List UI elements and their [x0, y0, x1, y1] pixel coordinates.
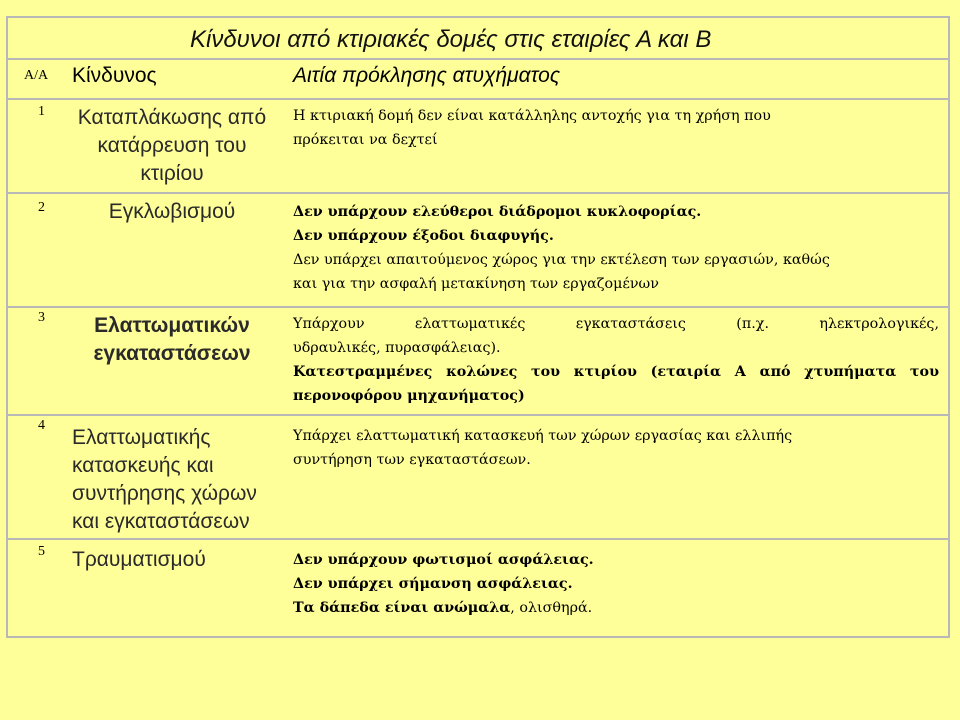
- cause-line: υδραυλικές, πυρασφάλειας).: [293, 340, 501, 356]
- risk-line: και εγκαταστάσεων: [72, 510, 250, 533]
- cause-line: Δεν υπάρχουν φωτισμοί ασφάλειας.: [293, 552, 594, 568]
- risk-label: [72, 546, 272, 574]
- row-number: 3: [38, 310, 45, 325]
- row-number: 5: [38, 544, 45, 559]
- risk-line: Καταπλάκωσης από: [77, 106, 267, 129]
- row-number: 4: [38, 418, 45, 433]
- row-number: 2: [38, 200, 45, 215]
- cause-line: Δεν υπάρχουν έξοδοι διαφυγής.: [293, 228, 554, 244]
- cause-line: περονοφόρου μηχανήματος): [293, 388, 525, 404]
- cause-line: Κατεστραμμένες κολώνες του κτιρίου (εταιρία Α από χτυπήματα του: [293, 364, 939, 380]
- risk-label: [72, 312, 272, 368]
- risk-line: Ελαττωματικών: [94, 314, 250, 337]
- cause-line: Υπάρχουν ελαττωματικές εγκαταστάσεις (π.χ. ηλεκτρολογικές,: [293, 316, 939, 332]
- table-divider: [6, 538, 950, 540]
- cause-text: [293, 104, 939, 152]
- table-divider: [6, 58, 950, 60]
- page-title: Κίνδυνοι από κτιριακές δομές στις εταιρίες Α και Β: [190, 26, 712, 53]
- cause-bold-part: Τα δάπεδα είναι ανώμαλα: [293, 600, 511, 616]
- risk-line: κτιρίου: [140, 162, 204, 185]
- risk-line: Εγκλωβισμού: [108, 200, 236, 223]
- cause-text: [293, 312, 939, 408]
- table-border-right: [948, 16, 950, 638]
- cause-text: [293, 548, 939, 620]
- cause-line: και για την ασφαλή μετακίνηση των εργαζομένων: [293, 276, 659, 292]
- header-cause: Αιτία πρόκλησης ατυχήματος: [293, 64, 561, 87]
- cause-line: συντήρηση των εγκαταστάσεων.: [293, 452, 531, 468]
- risk-line: κατάρρευση του: [97, 134, 247, 157]
- risk-label: [72, 104, 272, 188]
- table-divider: [6, 636, 950, 638]
- cause-line: Δεν υπάρχουν ελεύθεροι διάδρομοι κυκλοφορίας.: [293, 204, 702, 220]
- cause-line: Υπάρχει ελαττωματική κατασκευή των χώρων εργασίας και ελλιπής: [293, 428, 793, 444]
- risk-label: [72, 198, 272, 226]
- row-number: 1: [38, 104, 45, 119]
- table-border-top: [6, 16, 950, 18]
- risk-label: [72, 424, 272, 536]
- table-divider: [6, 306, 950, 308]
- cause-text: [293, 424, 939, 472]
- table-divider: [6, 192, 950, 194]
- cause-line-mixed: [293, 596, 939, 620]
- table-border-left: [6, 16, 8, 638]
- cause-normal-part: , ολισθηρά.: [510, 600, 593, 616]
- risk-line: Τραυματισμού: [72, 548, 206, 571]
- header-risk: Κίνδυνος: [72, 64, 157, 87]
- cause-line: πρόκειται να δεχτεί: [293, 132, 438, 148]
- header-aa: Α/Α: [24, 68, 49, 83]
- risk-line: συντήρησης χώρων: [72, 482, 257, 505]
- risk-line: εγκαταστάσεων: [93, 342, 251, 365]
- risk-line: κατασκευής και: [72, 454, 214, 477]
- cause-line: Δεν υπάρχει σήμανση ασφάλειας.: [293, 576, 573, 592]
- risk-line: Ελαττωματικής: [72, 426, 211, 449]
- cause-line: Η κτιριακή δομή δεν είναι κατάλληλης αντοχής για τη χρήση που: [293, 108, 771, 124]
- table-divider: [6, 414, 950, 416]
- cause-text: [293, 200, 939, 296]
- table-divider: [6, 98, 950, 100]
- cause-line: Δεν υπάρχει απαιτούμενος χώρος για την εκτέλεση των εργασιών, καθώς: [293, 252, 830, 268]
